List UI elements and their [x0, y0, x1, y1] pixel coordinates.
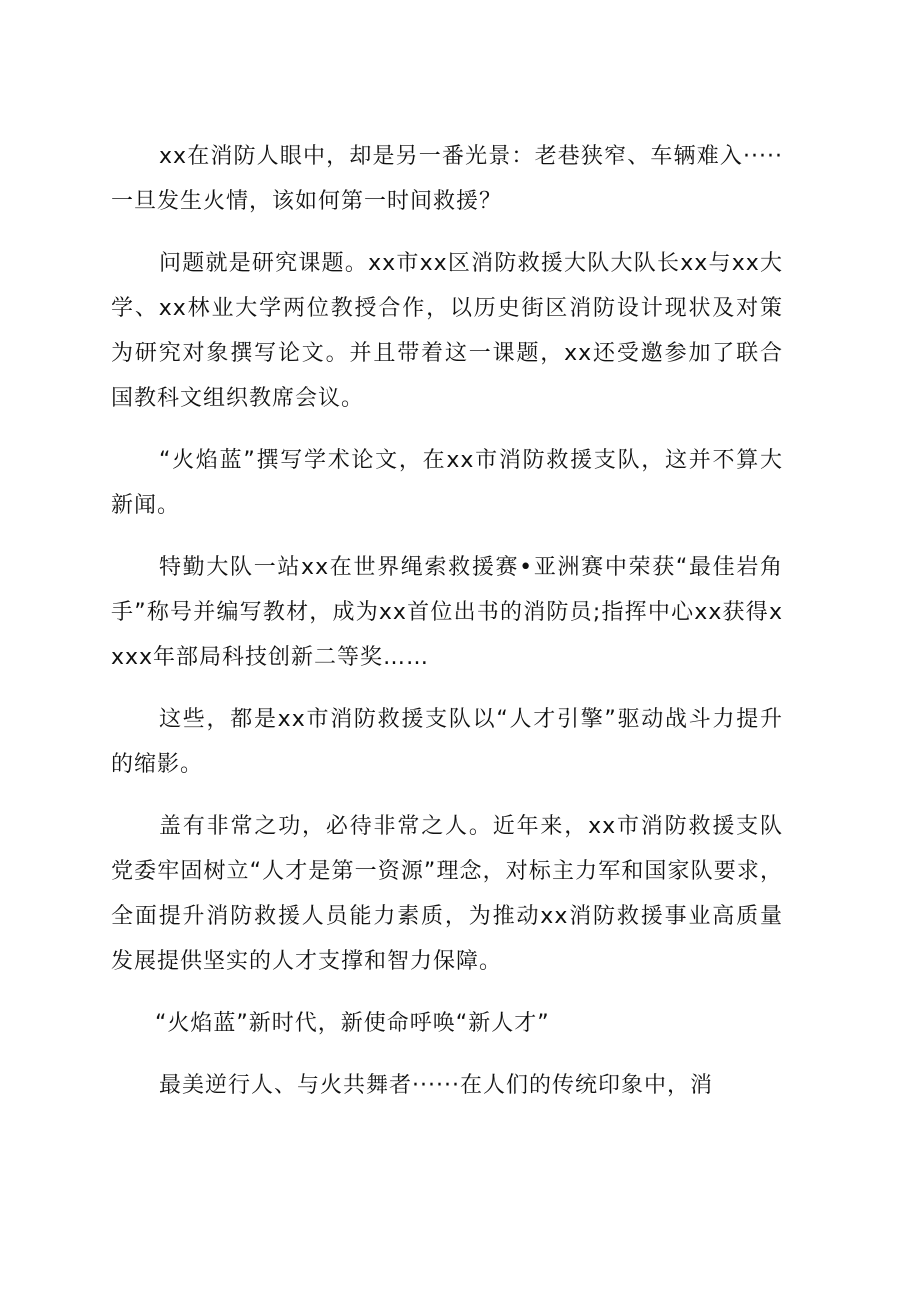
section-heading: “火焰蓝”新时代，新使命呼唤“新人才” — [155, 1011, 550, 1036]
paragraph-4: 特勤大队一站xx在世界绳索救援赛•亚洲赛中荣获“最佳岩角手”称号并编写教材，成为xx首位出书的消防员;指挥中心xx获得xxxx年部局科技创新二等奖…… — [111, 555, 783, 670]
paragraph-6: 盖有非常之功，必待非常之人。近年来，xx市消防救援支队党委牢固树立“人才是第一资源”理念，对标主力军和国家队要求，全面提升消防救援人员能力素质，为推动xx消防救援事业高质量发展提供坚实的人才支撑和智力保障。 — [111, 814, 783, 974]
paragraph-1: xx在消防人眼中，却是另一番光景：老巷狭窄、车辆难入·····一旦发生火情，该如何第一时间救援？ — [111, 144, 783, 214]
paragraph-2: 问题就是研究课题。xx市xx区消防救援大队大队长xx与xx大学、xx林业大学两位教授合作，以历史街区消防设计现状及对策为研究对象撰写论文。并且带着这一课题，xx还受邀参加了联合国教科文组织教席会议。 — [111, 251, 783, 411]
paragraph-3: “火焰蓝”撰写学术论文，在xx市消防救援支队，这并不算大新闻。 — [111, 448, 783, 518]
paragraph-5: 这些，都是xx市消防救援支队以“人才引擎”驱动战斗力提升的缩影。 — [111, 707, 783, 777]
document-body — [111, 134, 783, 1125]
paragraph-7: 最美逆行人、与火共舞者······在人们的传统印象中，消 — [159, 1073, 713, 1098]
